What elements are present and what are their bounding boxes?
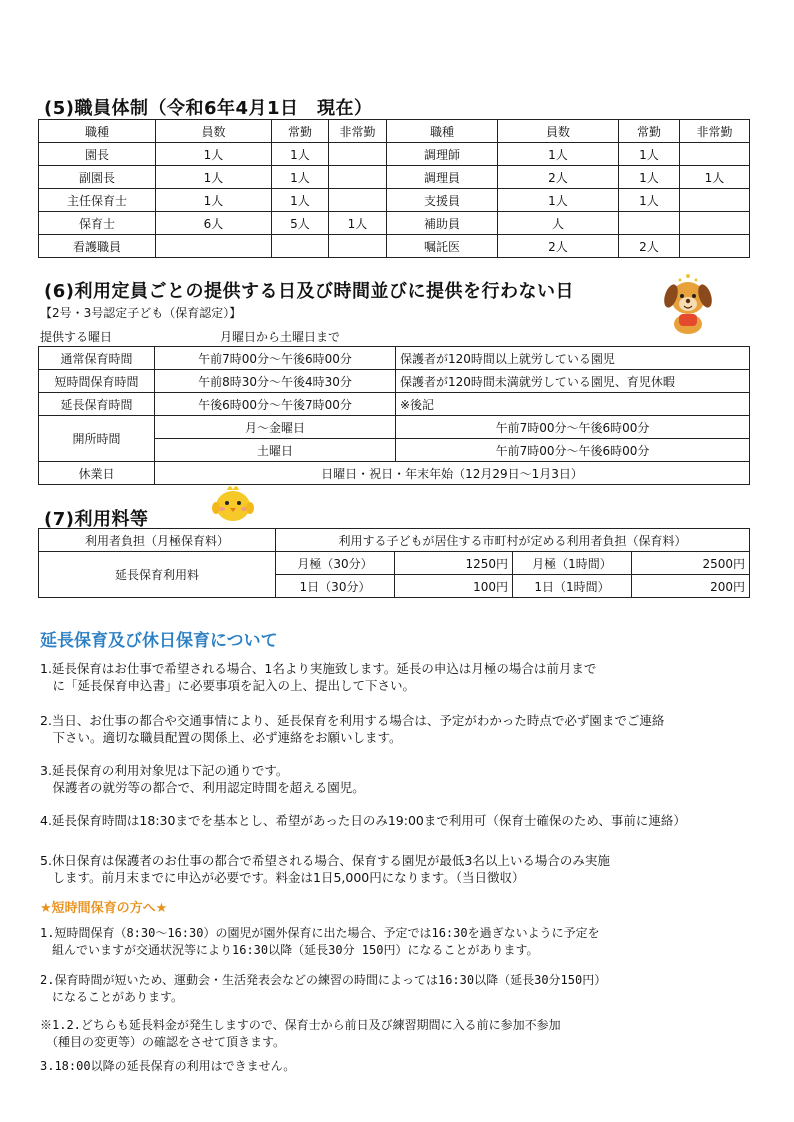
short-item-1 xyxy=(40,925,600,959)
table-cell: 保護者が120時間未満就労している園児、育児休暇 xyxy=(396,370,750,393)
table-cell xyxy=(329,189,387,212)
table-cell xyxy=(272,235,329,258)
days-value: 月曜日から土曜日まで xyxy=(220,330,341,344)
table-cell: 1人 xyxy=(156,143,272,166)
table-row xyxy=(39,416,750,439)
table-cell: 通常保育時間 xyxy=(39,347,155,370)
note-line: （種目の変更等）の確認をさせて頂きます。 xyxy=(40,1035,286,1049)
table-cell: 6人 xyxy=(156,212,272,235)
table-cell: 午前7時00分～午後6時00分 xyxy=(155,347,396,370)
table-cell: 短時間保育時間 xyxy=(39,370,155,393)
table-row xyxy=(39,212,750,235)
table-cell: 1人 xyxy=(272,189,329,212)
hours-table xyxy=(38,346,750,485)
short-item-2 xyxy=(40,972,606,1006)
table-cell xyxy=(329,166,387,189)
table-cell xyxy=(680,143,750,166)
note-item-4 xyxy=(40,812,686,829)
table-cell: 午前8時30分～午後4時30分 xyxy=(155,370,396,393)
table-cell: 日曜日・祝日・年末年始（12月29日～1月3日） xyxy=(155,462,750,485)
table-cell: 200円 xyxy=(632,575,750,598)
note-line: します。前月末までに申込が必要です。料金は1日5,000円になります。（当日徴収） xyxy=(40,870,525,885)
table-row xyxy=(39,166,750,189)
section6-title: (6)利用定員ごとの提供する日及び時間並びに提供を行わない日 xyxy=(44,281,574,302)
note-line: 保護者の就労等の都合で、利用認定時間を超える園児。 xyxy=(40,780,365,795)
note-line: 1.延長保育はお仕事で希望される場合、1名より実施致します。延長の申込は月極の場合は前月まで xyxy=(40,661,597,676)
short-care-heading: ★短時間保育の方へ★ xyxy=(40,901,168,916)
table-cell: 1日（1時間） xyxy=(513,575,632,598)
table-row xyxy=(39,552,750,575)
table-cell: 月～金曜日 xyxy=(155,416,396,439)
table-cell: 1人 xyxy=(619,166,680,189)
header-cell: 常勤 xyxy=(272,120,329,143)
table-cell: 午前7時00分～午後6時00分 xyxy=(396,439,750,462)
table-cell: 調理師 xyxy=(387,143,498,166)
note-line: 5.休日保育は保護者のお仕事の都合で希望される場合、保育する園児が最低3名以上いる場合のみ実施 xyxy=(40,853,610,868)
note-line: 2.当日、お仕事の都合や交通事情により、延長保育を利用する場合は、予定がわかった時点で必ず園までご連絡 xyxy=(40,713,665,728)
table-cell: 1人 xyxy=(156,166,272,189)
table-cell: 1人 xyxy=(498,189,619,212)
note-line: に「延長保育申込書」に必要事項を記入の上、提出して下さい。 xyxy=(40,678,416,693)
table-row xyxy=(39,462,750,485)
chick-illustration-icon xyxy=(210,480,256,524)
note-line: になることがあります。 xyxy=(40,990,184,1004)
table-cell: 延長保育時間 xyxy=(39,393,155,416)
puppy-illustration-icon xyxy=(658,268,718,336)
table-cell: 1250円 xyxy=(395,552,513,575)
table-cell: 利用する子どもが居住する市町村が定める利用者負担（保育料） xyxy=(276,529,750,552)
note-line: 3.18:00以降の延長保育の利用はできません。 xyxy=(40,1059,296,1073)
table-cell: 補助員 xyxy=(387,212,498,235)
note-line: 4.延長保育時間は18:30までを基本とし、希望があった日のみ19:00まで利用可（保育士確保のため、事前に連絡） xyxy=(40,813,686,828)
header-cell: 職種 xyxy=(39,120,156,143)
days-label: 提供する曜日 xyxy=(40,330,113,344)
section7-title: (7)利用料等 xyxy=(44,509,149,530)
short-item-3 xyxy=(40,1017,561,1051)
table-cell: ※後記 xyxy=(396,393,750,416)
table-cell: 開所時間 xyxy=(39,416,155,462)
table-cell: 1日（30分） xyxy=(276,575,395,598)
table-cell: 副園長 xyxy=(39,166,156,189)
header-cell: 非常勤 xyxy=(680,120,750,143)
table-cell: 保育士 xyxy=(39,212,156,235)
table-cell: 1人 xyxy=(680,166,750,189)
table-row xyxy=(39,189,750,212)
note-line: ※1.2.どちらも延長料金が発生しますので、保育士から前日及び練習期間に入る前に参加不参加 xyxy=(40,1018,561,1032)
section6-subtitle: 【2号・3号認定子ども（保育認定）】 xyxy=(40,306,242,320)
table-cell: 午後6時00分～午後7時00分 xyxy=(155,393,396,416)
header-cell: 常勤 xyxy=(619,120,680,143)
note-item-3 xyxy=(40,762,365,796)
table-cell xyxy=(329,235,387,258)
note-line: 3.延長保育の利用対象児は下記の通りです。 xyxy=(40,763,289,778)
note-item-5 xyxy=(40,852,610,886)
table-row xyxy=(39,370,750,393)
table-cell: 2人 xyxy=(498,235,619,258)
note-item-1 xyxy=(40,660,596,694)
table-cell: 土曜日 xyxy=(155,439,396,462)
table-cell: 2人 xyxy=(619,235,680,258)
table-cell: 人 xyxy=(498,212,619,235)
table-cell: 休業日 xyxy=(39,462,155,485)
table-row xyxy=(39,347,750,370)
short-item-4 xyxy=(40,1058,295,1075)
note-line: 2.保育時間が短いため、運動会・生活発表会などの練習の時間によっては16:30以降（延長30分150円） xyxy=(40,973,607,987)
staff-table xyxy=(38,119,750,258)
table-cell: 2500円 xyxy=(632,552,750,575)
fee-table xyxy=(38,528,750,598)
table-cell: 主任保育士 xyxy=(39,189,156,212)
extended-care-heading: 延長保育及び休日保育について xyxy=(40,631,278,651)
table-cell xyxy=(680,189,750,212)
table-cell xyxy=(156,235,272,258)
header-cell: 職種 xyxy=(387,120,498,143)
table-row xyxy=(39,393,750,416)
table-cell xyxy=(329,143,387,166)
note-line: 下さい。適切な職員配置の関係上、必ず連絡をお願いします。 xyxy=(40,730,402,745)
table-cell: 1人 xyxy=(329,212,387,235)
table-row xyxy=(39,529,750,552)
header-cell: 員数 xyxy=(156,120,272,143)
table-cell: 延長保育利用料 xyxy=(39,552,276,598)
table-cell: 1人 xyxy=(619,189,680,212)
table-cell: 嘱託医 xyxy=(387,235,498,258)
table-cell: 園長 xyxy=(39,143,156,166)
table-cell xyxy=(680,212,750,235)
table-cell: 看護職員 xyxy=(39,235,156,258)
table-cell: 100円 xyxy=(395,575,513,598)
note-line: 1.短時間保育（8:30～16:30）の園児が園外保育に出た場合、予定では16:30を過ぎないように予定を xyxy=(40,926,600,940)
note-line: 組んでいますが交通状況等により16:30以降（延長30分 150円）になることがあります。 xyxy=(40,943,539,957)
table-cell: 5人 xyxy=(272,212,329,235)
table-cell: 調理員 xyxy=(387,166,498,189)
table-cell xyxy=(619,212,680,235)
note-item-2 xyxy=(40,712,664,746)
header-cell: 員数 xyxy=(498,120,619,143)
table-cell xyxy=(680,235,750,258)
table-cell: 1人 xyxy=(272,143,329,166)
header-cell: 非常勤 xyxy=(329,120,387,143)
section5-title: (5)職員体制（令和6年4月1日 現在） xyxy=(44,98,373,119)
table-cell: 1人 xyxy=(498,143,619,166)
table-row xyxy=(39,143,750,166)
table-cell: 午前7時00分～午後6時00分 xyxy=(396,416,750,439)
table-cell: 1人 xyxy=(272,166,329,189)
table-cell: 支援員 xyxy=(387,189,498,212)
table-cell: 月極（30分） xyxy=(276,552,395,575)
table-cell: 利用者負担（月極保育料） xyxy=(39,529,276,552)
table-header-row xyxy=(39,120,750,143)
table-cell: 2人 xyxy=(498,166,619,189)
table-row xyxy=(39,235,750,258)
table-cell: 1人 xyxy=(619,143,680,166)
table-cell: 月極（1時間） xyxy=(513,552,632,575)
table-cell: 保護者が120時間以上就労している園児 xyxy=(396,347,750,370)
table-cell: 1人 xyxy=(156,189,272,212)
